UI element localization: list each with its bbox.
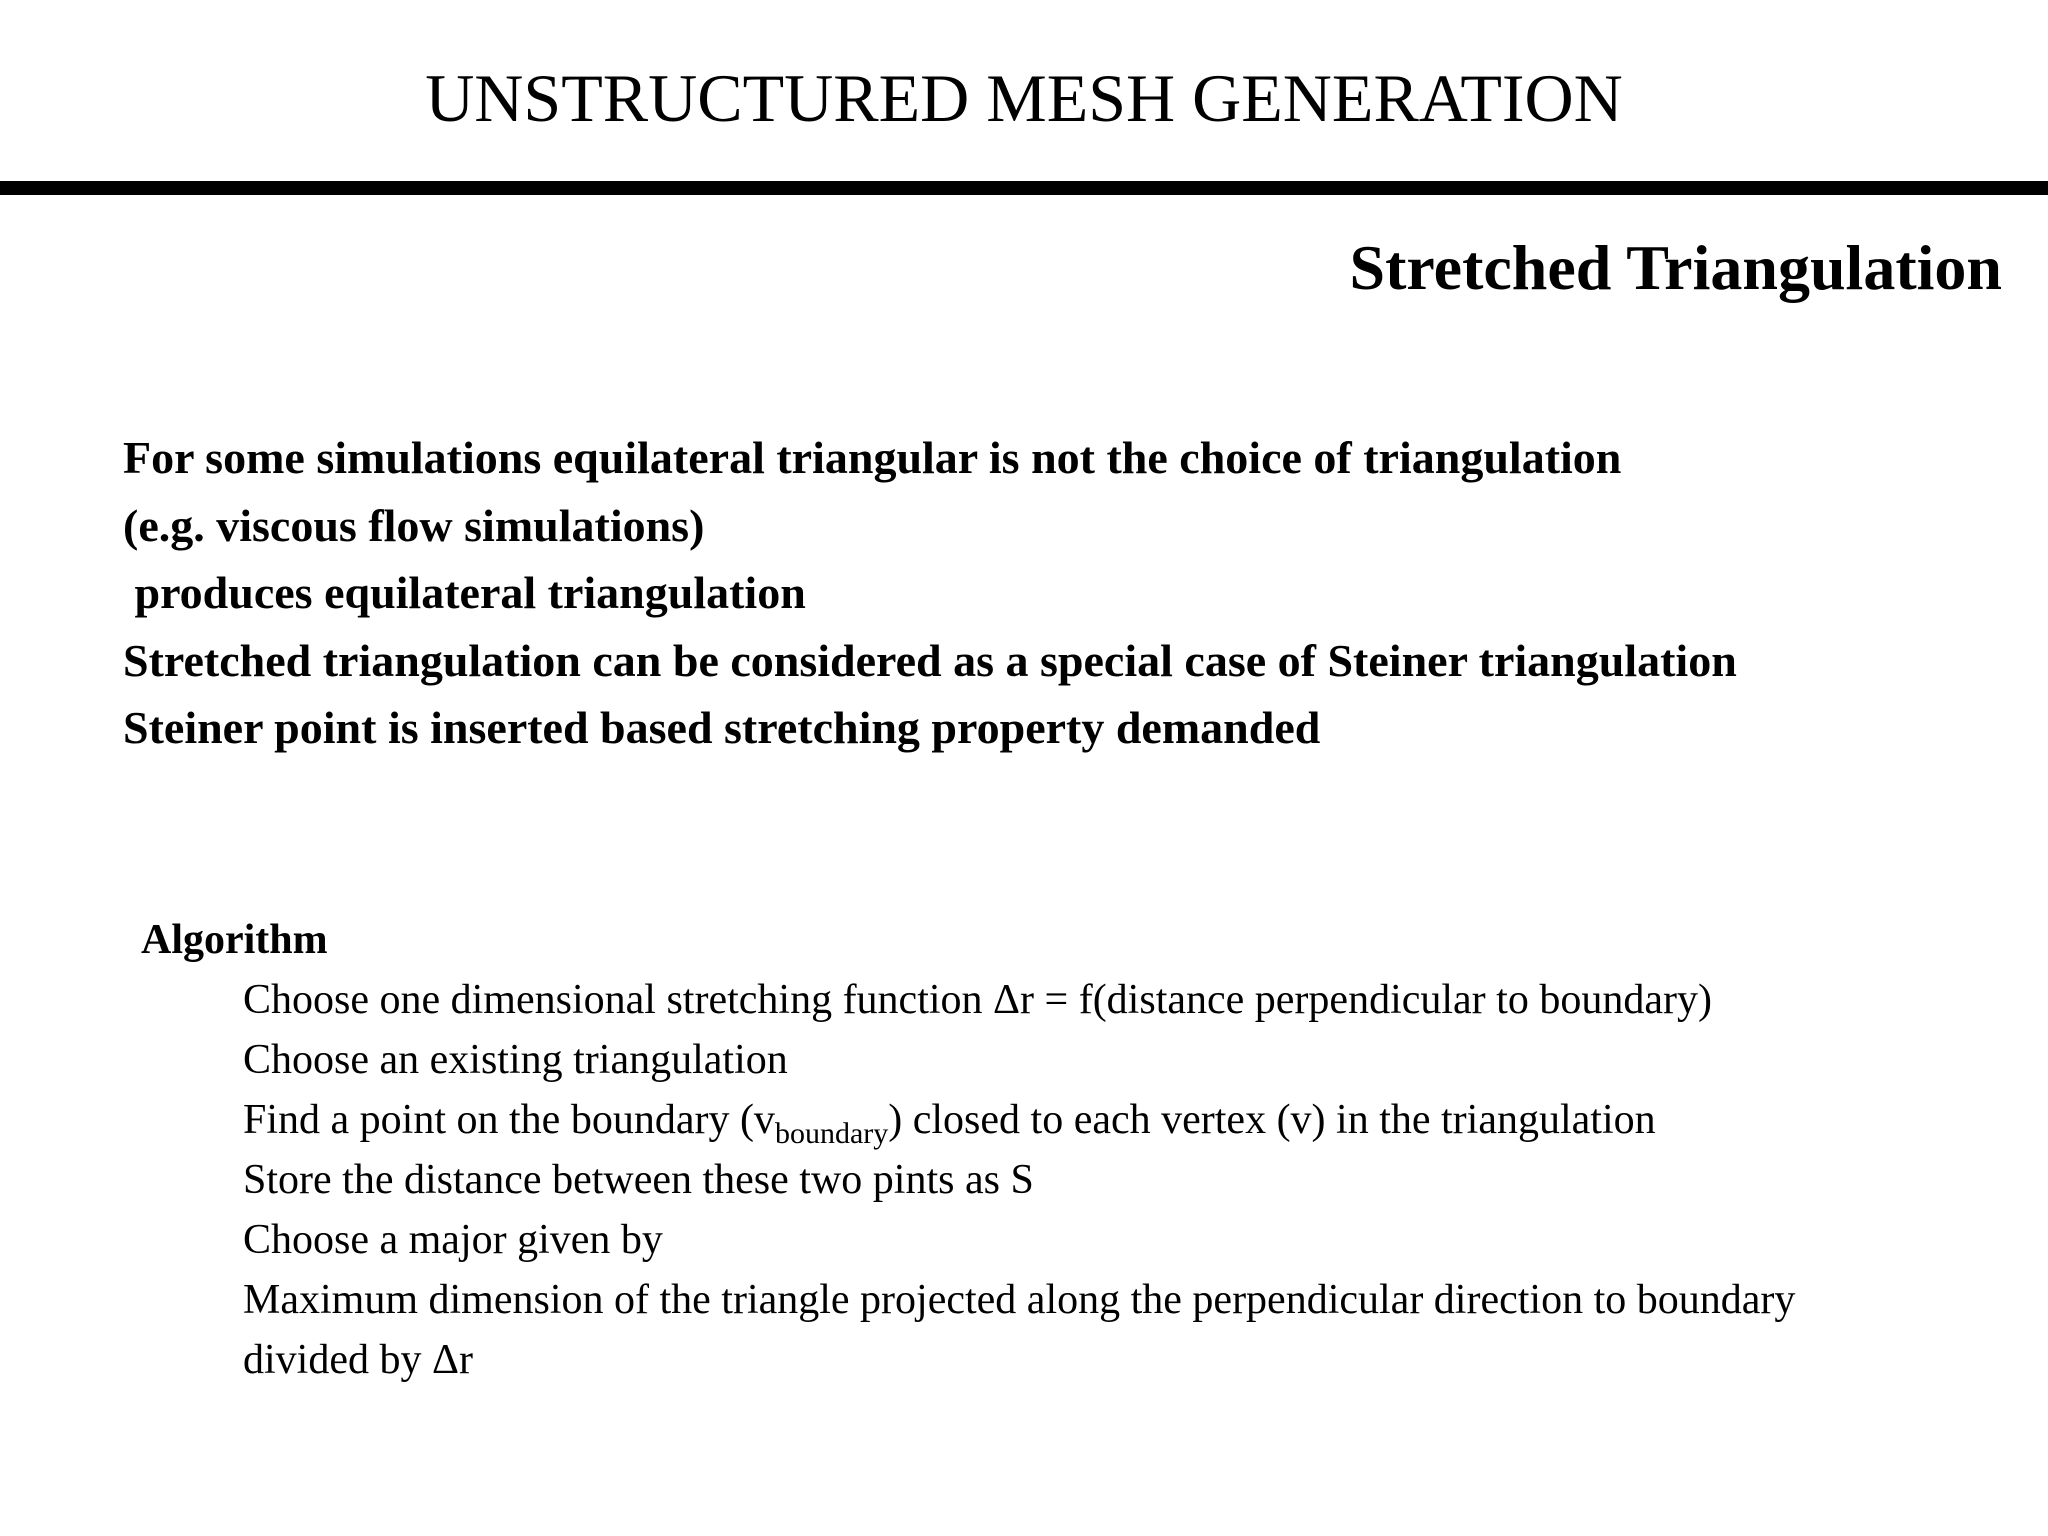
algorithm-step: Choose an existing triangulation	[243, 1037, 788, 1083]
algorithm-steps	[243, 970, 1795, 1390]
algorithm-step: Store the distance between these two pints as S	[243, 1157, 1034, 1203]
algorithm-step: Maximum dimension of the triangle projected along the perpendicular direction to boundary	[243, 1277, 1796, 1323]
algorithm-heading: Algorithm	[141, 917, 328, 963]
algorithm-step	[243, 1090, 1795, 1150]
slide-title: UNSTRUCTURED MESH GENERATION	[425, 60, 1623, 136]
bullet-item: Stretched triangulation can be considered as a special case of Steiner triangulation	[123, 634, 1737, 686]
algorithm-step: Choose one dimensional stretching function Δr = f(distance perpendicular to boundary)	[243, 977, 1712, 1023]
bullet-item: (e.g. viscous flow simulations)	[123, 499, 705, 551]
algorithm-step: divided by Δr	[243, 1337, 473, 1383]
bullet-item: Steiner point is inserted based stretching property demanded	[123, 702, 1321, 753]
algorithm-step: Choose a major given by	[243, 1217, 663, 1263]
step-text: ) closed to each vertex (v) in the triangulation	[888, 1097, 1656, 1143]
slide-subtitle: Stretched Triangulation	[1349, 232, 2002, 303]
bullet-item: produces equilateral triangulation	[123, 567, 806, 618]
bullet-list	[123, 424, 1737, 762]
subscript-boundary: boundary	[774, 1117, 889, 1150]
bullet-item: For some simulations equilateral triangular is not the choice of triangulation	[123, 432, 1622, 483]
step-text: Find a point on the boundary (v	[243, 1097, 775, 1143]
title-divider	[0, 181, 2048, 195]
